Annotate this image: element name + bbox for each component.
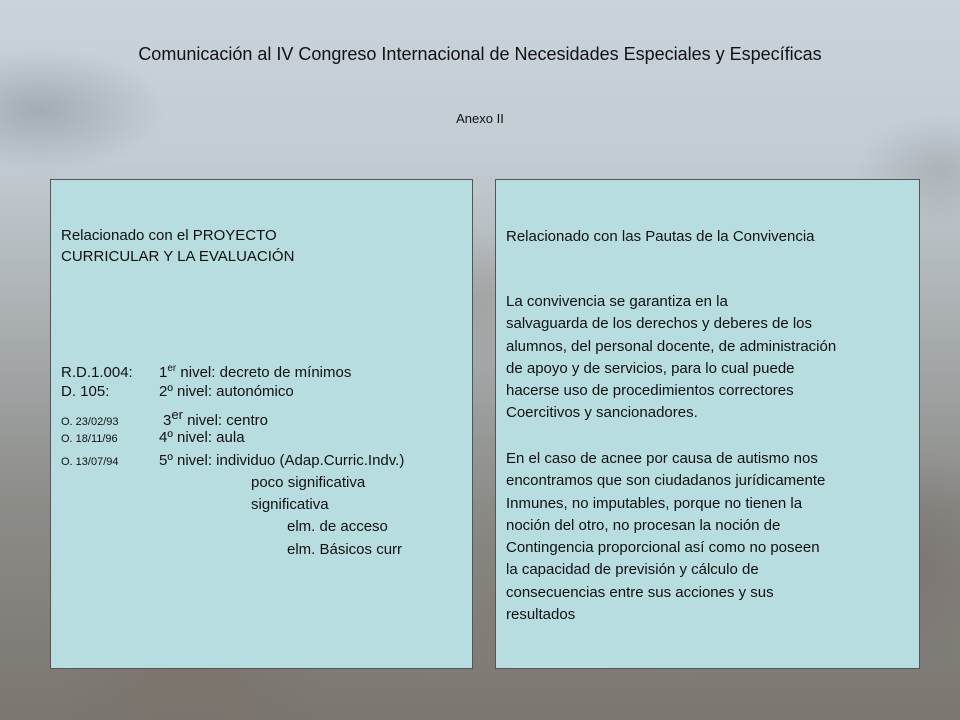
level-row [61,450,404,473]
paragraph-line: noción del otro, no procesan la noción de [506,516,781,534]
paragraph-line: Inmunes, no imputables, porque no tienen la [506,494,803,512]
paragraph-line: Contingencia proporcional así como no poseen [506,539,820,557]
left-panel [50,179,473,669]
page-title: Comunicación al IV Congreso Internacional de Necesidades Especiales y Específicas [138,44,822,64]
level-text: nivel: decreto de mínimos [176,364,352,381]
level-row [61,427,245,450]
adaptation-item: elm. de acceso [287,518,388,535]
level-number: 2º nivel: autonómico [159,383,294,400]
level-ref: O. 13/07/94 [61,456,119,468]
level-number: 5º nivel: individuo (Adap.Curric.Indv.) [159,452,405,469]
paragraph-line: resultados [506,606,576,624]
adaptation-item: poco significativa [251,474,366,491]
level-ref: D. 105: [61,383,110,400]
level-number: 1 [159,364,168,381]
left-heading-line: Relacionado con el PROYECTO [61,227,277,244]
right-panel-heading: Relacionado con las Pautas de la Convivencia [506,228,815,245]
paragraph-line: consecuencias entre sus acciones y sus [506,583,774,601]
level-number: 3 [163,412,172,429]
paragraph-line: En el caso de acnee por causa de autismo nos [506,450,818,467]
left-heading-line: CURRICULAR Y LA EVALUACIÓN [61,248,295,265]
left-panel-heading [61,225,294,267]
right-panel [495,179,920,669]
level-row [61,381,294,403]
level-number: 4º nivel: aula [159,429,245,446]
paragraph-line: alumnos, del personal docente, de administración [506,337,837,355]
paragraph-line: de apoyo y de servicios, para lo cual puede [506,359,795,377]
page-subtitle: Anexo II [456,111,504,126]
paragraph-line: encontramos que son ciudadanos jurídicamente [506,472,826,490]
adaptation-item: elm. Básicos curr [287,541,403,558]
level-ref: O. 18/11/96 [61,433,118,445]
adaptation-item: significativa [251,496,329,513]
level-text: nivel: centro [182,412,268,429]
level-ref: R.D.1.004: [61,364,133,381]
level-sup: er [167,363,177,374]
paragraph-line: La convivencia se garantiza en la [506,293,728,310]
paragraph-line: la capacidad de previsión y cálculo de [506,561,759,579]
level-ref: O. 23/02/93 [61,416,119,428]
level-sup: er [171,407,183,422]
paragraph-line: hacerse uso de procedimientos correctores [506,382,794,400]
paragraph-line: salvaguarda de los derechos y deberes de los [506,315,813,333]
paragraph-line: Coercitivos y sancionadores. [506,404,698,422]
convivencia-paragraph [506,291,916,425]
autism-paragraph [506,448,916,626]
